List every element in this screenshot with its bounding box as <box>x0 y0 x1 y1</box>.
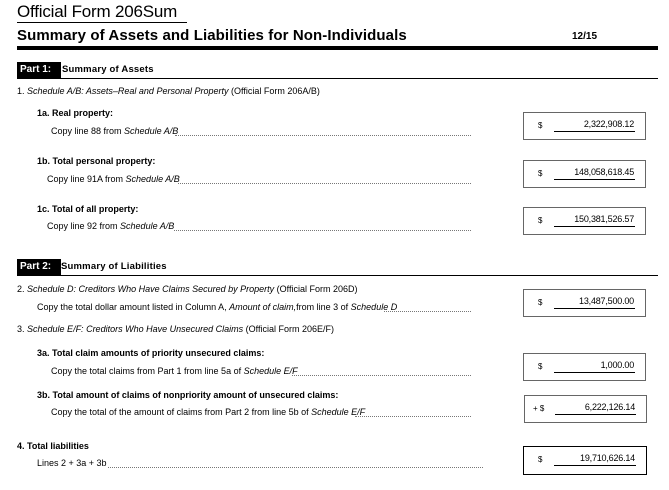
currency-symbol: + $ <box>533 404 545 413</box>
line1c-instruction-text: Copy line 92 from <box>47 221 121 231</box>
line2-schedule-ref: Schedule D <box>350 302 398 312</box>
line2-instruction-a: Copy the total dollar amount listed in Column A, <box>37 302 230 312</box>
line3-schedule: Schedule E/F: Creditors Who Have Unsecured Claims <box>27 324 244 334</box>
line4-value: 19,710,626.14 <box>580 453 635 463</box>
line4-instruction: Lines 2 + 3a + 3b <box>37 458 107 468</box>
line2-instruction-c: from line 3 of <box>296 302 351 312</box>
line1a-heading: 1a. Real property: <box>37 108 114 118</box>
line2-form-ref: (Official Form 206D) <box>276 284 358 294</box>
line1a-amount-field[interactable] <box>523 112 646 140</box>
line1c-schedule-ref: Schedule A/B <box>120 221 175 231</box>
part1-title: Summary of Assets <box>62 64 154 75</box>
line2-value: 13,487,500.00 <box>579 296 634 306</box>
line1-heading <box>17 86 320 96</box>
line1-schedule: Schedule A/B: Assets–Real and Personal Property <box>27 86 229 96</box>
line1b-instruction <box>47 174 180 184</box>
line2-number: 2. <box>17 284 25 294</box>
currency-symbol: $ <box>538 455 543 464</box>
line3a-heading: 3a. Total claim amounts of priority unsecured claims: <box>37 348 265 358</box>
amount-underline <box>554 465 636 466</box>
amount-underline <box>555 414 636 415</box>
line3b-amount-field[interactable] <box>524 395 647 423</box>
line1b-leader <box>178 183 471 184</box>
amount-underline <box>554 131 635 132</box>
line1c-value: 150,381,526.57 <box>574 214 634 224</box>
line2-instruction <box>37 302 397 312</box>
line1a-leader <box>175 135 471 136</box>
amount-underline <box>554 308 635 309</box>
line1c-leader <box>174 230 471 231</box>
line2-schedule: Schedule D: Creditors Who Have Claims Secured by Property <box>27 284 275 294</box>
part2-header <box>17 259 658 276</box>
line1a-instruction <box>51 126 178 136</box>
amount-underline <box>554 179 635 180</box>
form-id-rule <box>17 22 187 23</box>
part1-label: Part 1: <box>17 62 61 78</box>
line2-leader <box>384 311 471 312</box>
line1b-schedule-ref: Schedule A/B <box>125 174 180 184</box>
amount-underline <box>554 372 635 373</box>
line4-leader <box>108 467 483 468</box>
title-rule <box>17 46 658 50</box>
line1a-value: 2,322,908.12 <box>583 119 634 129</box>
line3a-schedule-ref: Schedule E/F <box>243 366 298 376</box>
currency-symbol: $ <box>538 169 543 178</box>
line4-heading: 4. Total liabilities <box>17 441 89 451</box>
line1-form-ref: (Official Form 206A/B) <box>231 86 320 96</box>
line4-amount-field[interactable] <box>523 446 647 475</box>
currency-symbol: $ <box>538 362 543 371</box>
amount-underline <box>554 226 635 227</box>
line3-heading <box>17 324 334 334</box>
line2-instruction-b: Amount of claim, <box>229 302 297 312</box>
line3b-heading: 3b. Total amount of claims of nonpriority amount of unsecured claims: <box>37 390 339 400</box>
line1b-value: 148,058,618.45 <box>574 167 634 177</box>
line1a-instruction-text: Copy line 88 from <box>51 126 125 136</box>
part1-header <box>17 62 658 79</box>
line3b-instruction <box>51 407 365 417</box>
line2-heading <box>17 284 358 294</box>
line1-number: 1. <box>17 86 25 96</box>
line3a-instruction <box>51 366 298 376</box>
form-id: Official Form 206Sum <box>17 2 178 21</box>
line2-amount-field[interactable] <box>523 289 646 317</box>
line1b-amount-field[interactable] <box>523 160 646 188</box>
line3a-amount-field[interactable] <box>523 353 646 381</box>
part2-label: Part 2: <box>17 259 61 275</box>
currency-symbol: $ <box>538 121 543 130</box>
part2-title: Summary of Liabilities <box>61 261 167 272</box>
line3-form-ref: (Official Form 206E/F) <box>245 324 334 334</box>
line1c-amount-field[interactable] <box>523 207 646 235</box>
line3b-schedule-ref: Schedule E/F <box>311 407 366 417</box>
form-version: 12/15 <box>572 31 598 42</box>
page-title: Summary of Assets and Liabilities for Non-Individuals <box>17 27 407 44</box>
line3a-instruction-text: Copy the total claims from Part 1 from line 5a of <box>51 366 244 376</box>
line1c-heading: 1c. Total of all property: <box>37 204 139 214</box>
line3b-leader <box>355 416 471 417</box>
line1b-instruction-text: Copy line 91A from <box>47 174 126 184</box>
line3b-instruction-text: Copy the total of the amount of claims from Part 2 from line 5b of <box>51 407 312 417</box>
line3a-leader <box>292 375 471 376</box>
line3b-value: 6,222,126.14 <box>584 402 635 412</box>
line3a-value: 1,000.00 <box>600 360 634 370</box>
line3-number: 3. <box>17 324 25 334</box>
currency-symbol: $ <box>538 216 543 225</box>
line1c-instruction <box>47 221 174 231</box>
currency-symbol: $ <box>538 298 543 307</box>
line1b-heading: 1b. Total personal property: <box>37 156 156 166</box>
line1a-schedule-ref: Schedule A/B <box>124 126 179 136</box>
